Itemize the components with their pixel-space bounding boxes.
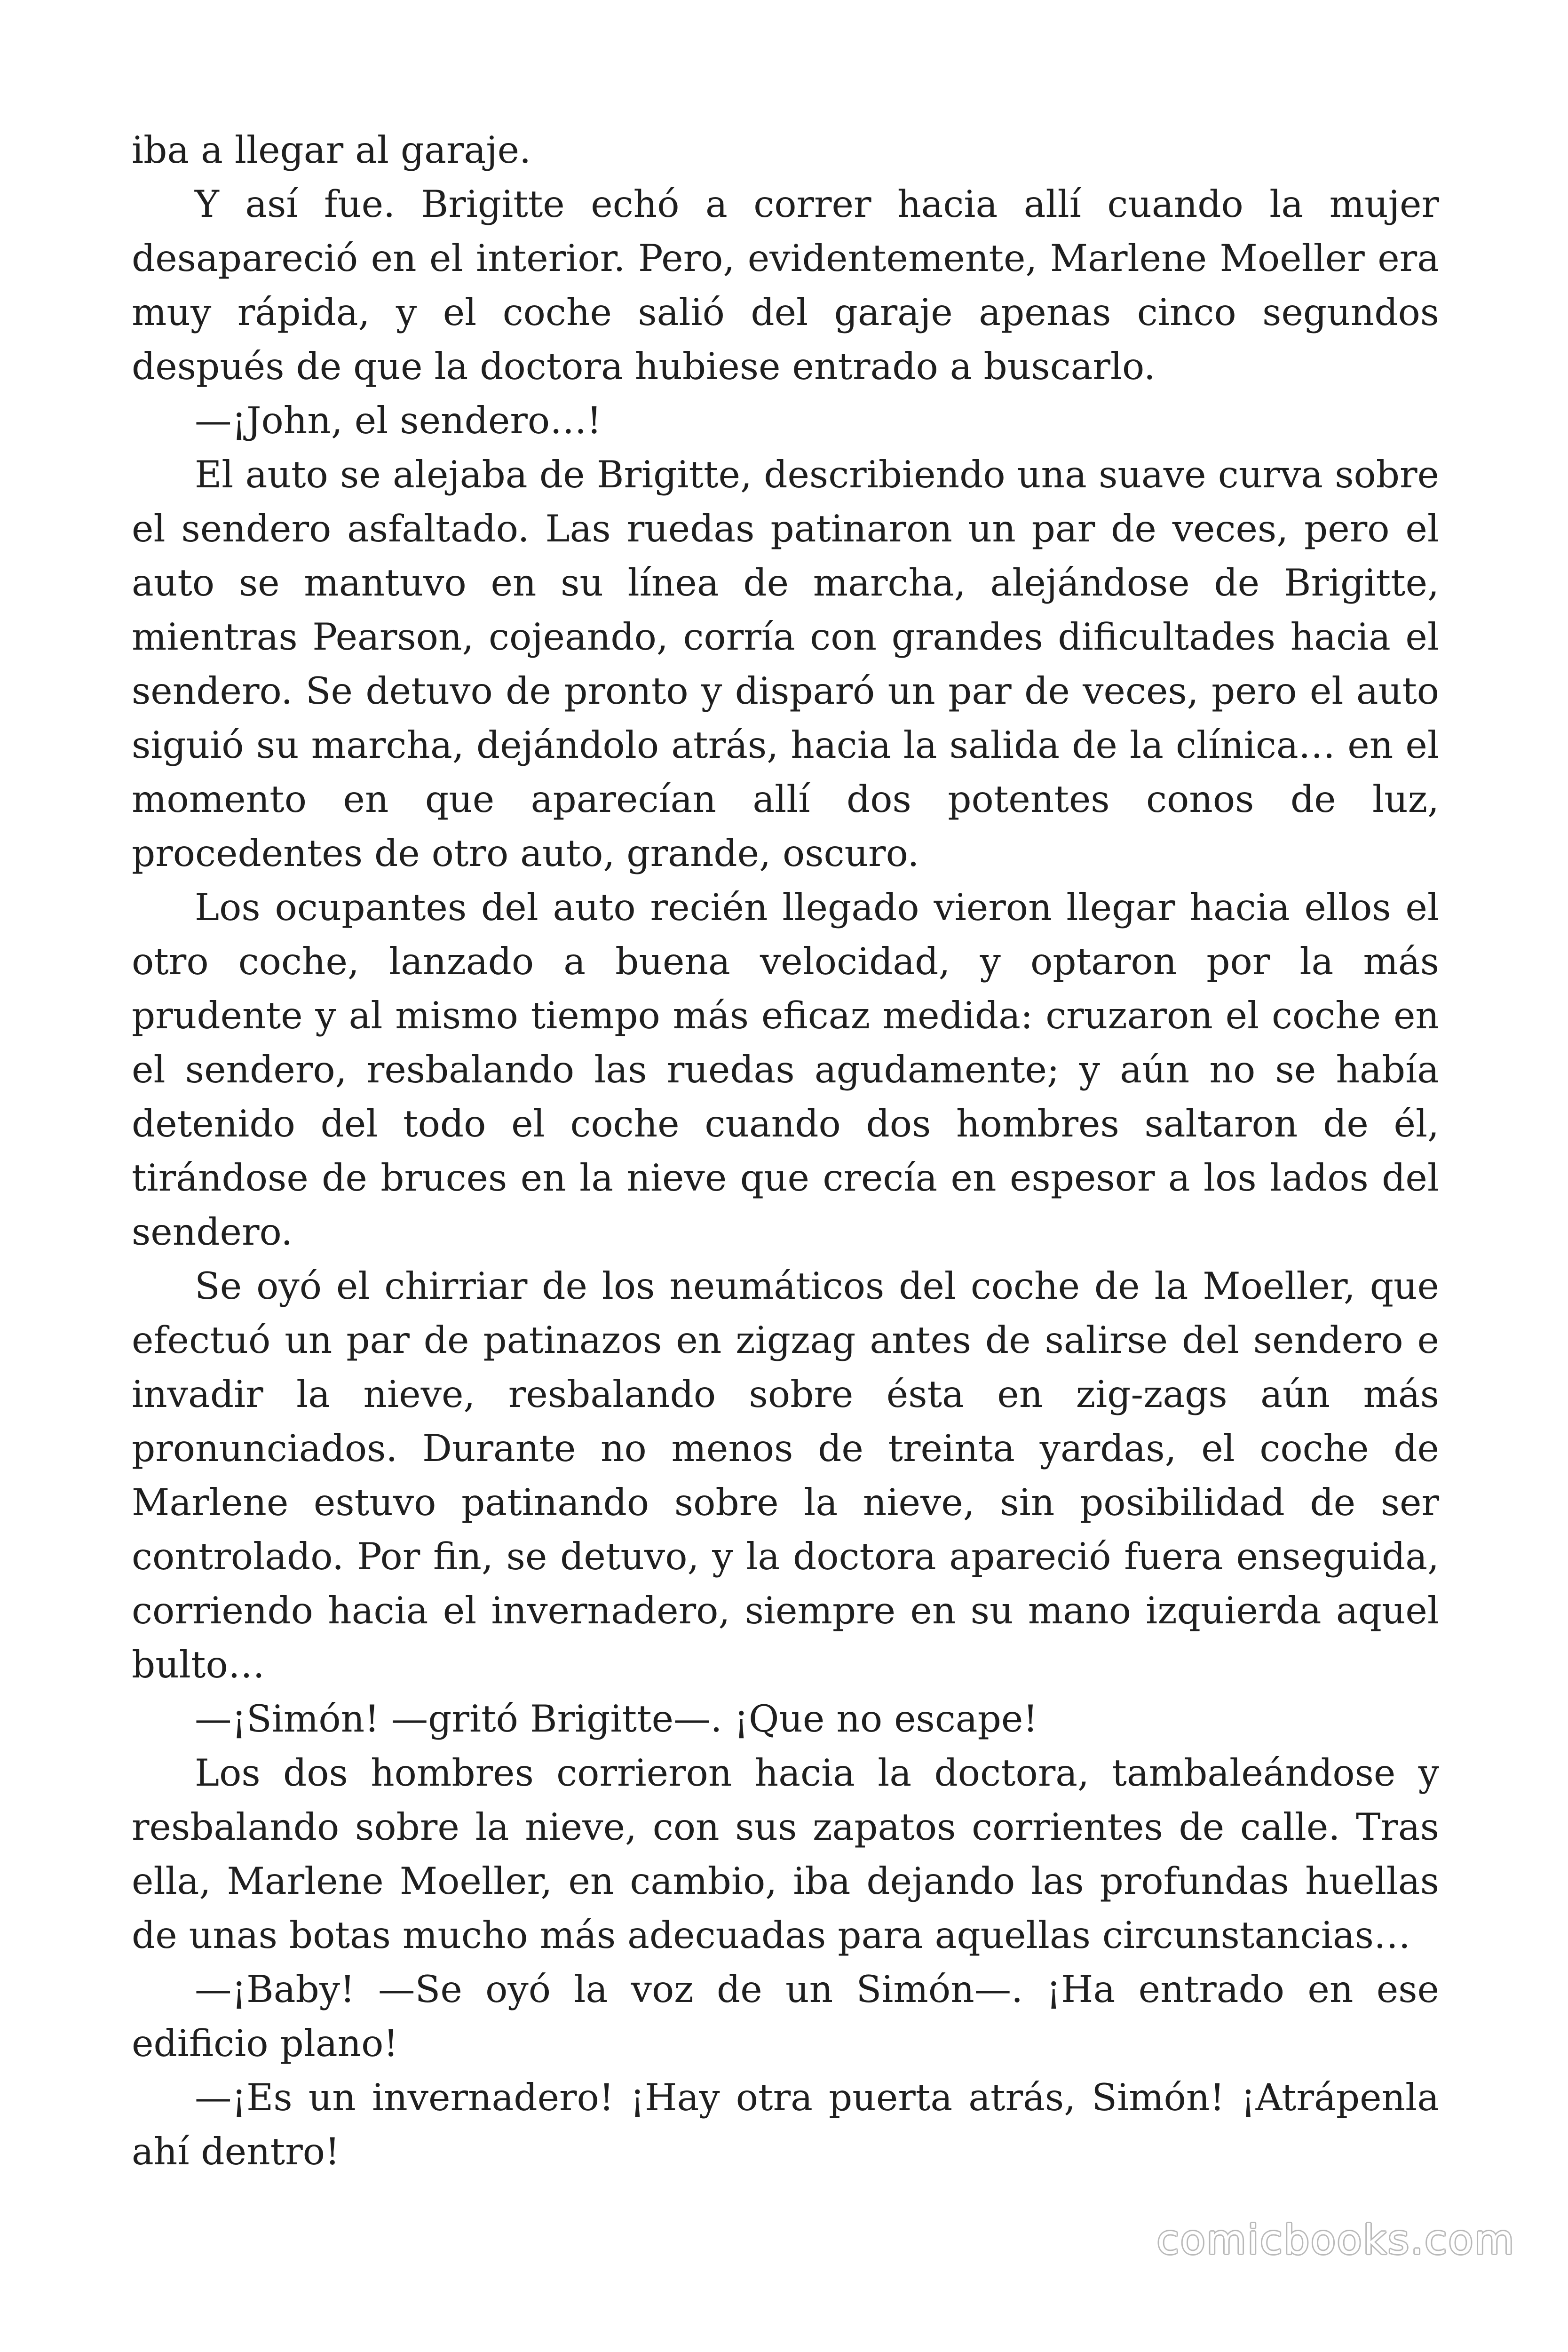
- paragraph-10-dialogue: —¡Es un invernadero! ¡Hay otra puerta atrás, Simón! ¡Atrápenla ahí dentro!: [132, 2076, 1439, 2173]
- paragraph-2: Y así fue. Brigitte echó a correr hacia allí cuando la mujer desapareció en el interior. Pero, evidentemente, Marlene Moeller era muy rápida, y el coche salió del garaje apenas cinco segundos después de que la doctora hubiese entrado a buscarlo.: [132, 183, 1439, 388]
- paragraph-5: Los ocupantes del auto recién llegado vieron llegar hacia ellos el otro coche, lanzado a buena velocidad, y optaron por la más prudente y al mismo tiempo más eficaz medida: cruzaron el coche en el sendero, resbalando las ruedas agudamente; y aún no se había detenido del todo el coche cuando dos hombres saltaron de él, tirándose de bruces en la nieve que crecía en espesor a los lados del sendero.: [132, 886, 1439, 1254]
- paragraph-4: El auto se alejaba de Brigitte, describiendo una suave curva sobre el sendero asfaltado. Las ruedas patinaron un par de veces, pero el auto se mantuvo en su línea de marcha, alejándose de Brigitte, mientras Pearson, cojeando, corría con grandes dificultades hacia el sendero. Se detuvo de pronto y disparó un par de veces, pero el auto siguió su marcha, dejándolo atrás, hacia la salida de la clínica… en el momento en que aparecían allí dos potentes conos de luz, procedentes de otro auto, grande, oscuro.: [132, 453, 1439, 875]
- paragraph-7-dialogue: —¡Simón! —gritó Brigitte—. ¡Que no escape!: [195, 1697, 1038, 1740]
- paragraph-8: Los dos hombres corrieron hacia la doctora, tambaleándose y resbalando sobre la nieve, con sus zapatos corrientes de calle. Tras ella, Marlene Moeller, en cambio, iba dejando las profundas huellas de unas botas mucho más adecuadas para aquellas circunstancias…: [132, 1751, 1439, 1957]
- watermark-logo: comicbooks.com: [1156, 2217, 1515, 2264]
- paragraph-9-dialogue: —¡Baby! —Se oyó la voz de un Simón—. ¡Ha entrado en ese edificio plano!: [132, 1968, 1439, 2065]
- paragraph-1: iba a llegar al garaje.: [132, 128, 531, 172]
- page-body: [132, 123, 1439, 2179]
- paragraph-6: Se oyó el chirriar de los neumáticos del coche de la Moeller, que efectuó un par de patinazos en zigzag antes de salirse del sendero e invadir la nieve, resbalando sobre ésta en zig-zags aún más pronunciados. Durante no menos de treinta yardas, el coche de Marlene estuvo patinando sobre la nieve, sin posibilidad de ser controlado. Por fin, se detuvo, y la doctora apareció fuera enseguida, corriendo hacia el invernadero, siempre en su mano izquierda aquel bulto…: [132, 1264, 1439, 1686]
- paragraph-3-dialogue: —¡John, el sendero…!: [195, 399, 602, 442]
